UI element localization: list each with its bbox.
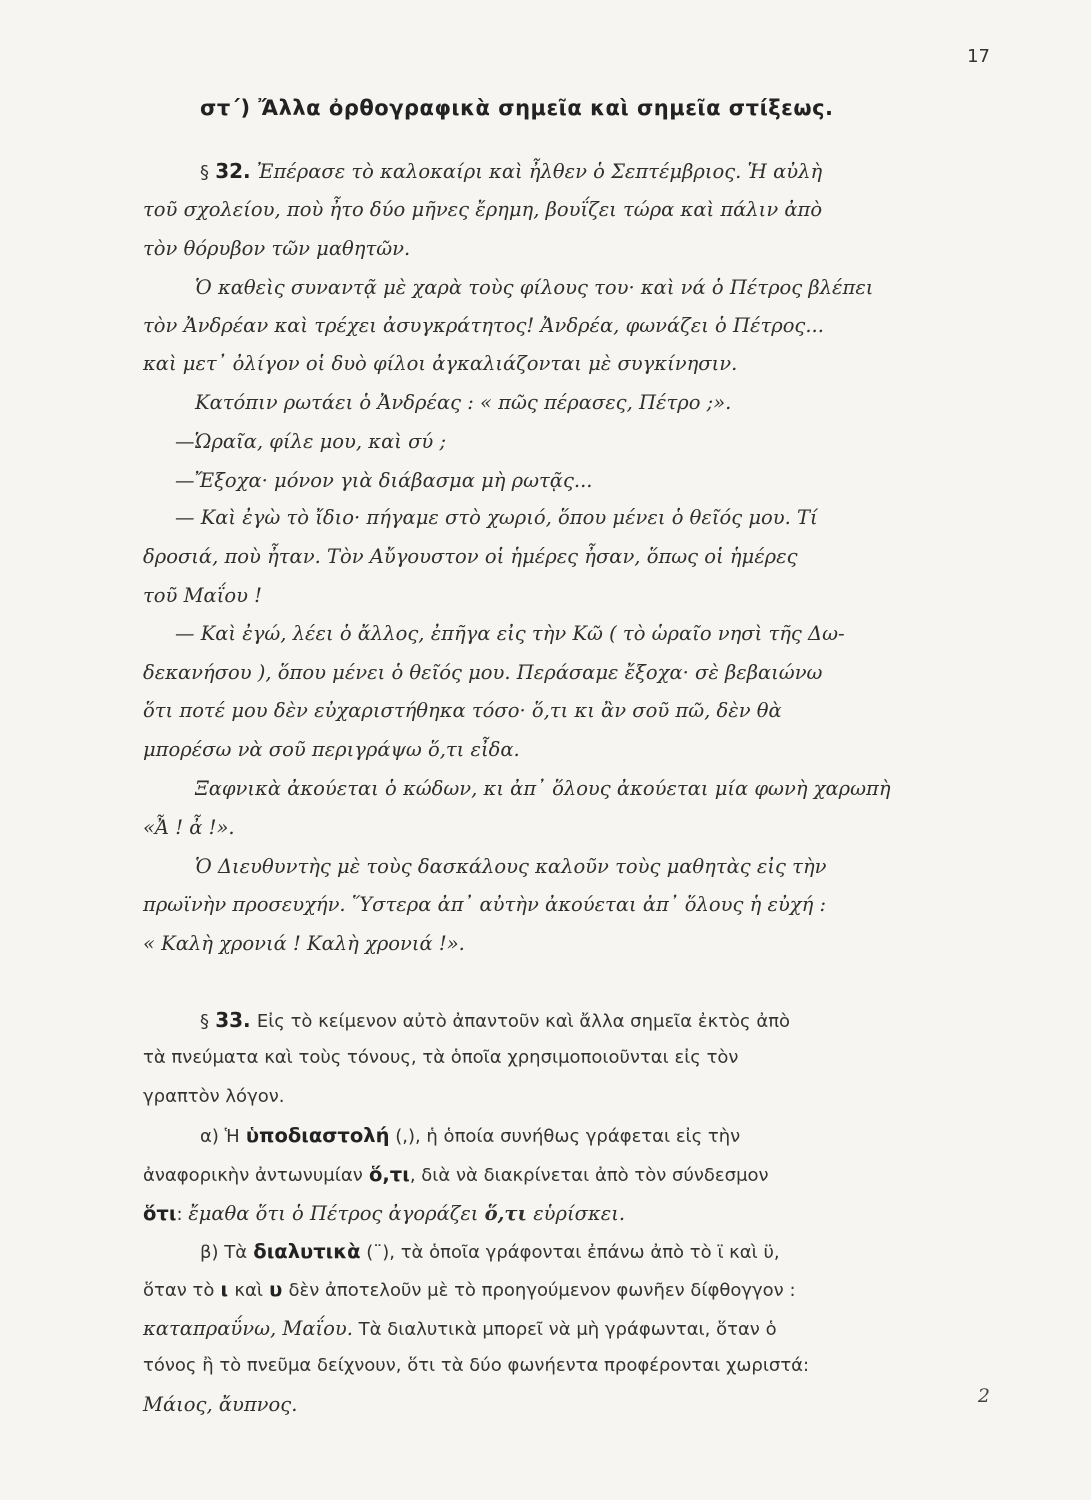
text-line: τὸν θόρυβον τῶν μαθητῶν. — [143, 237, 411, 260]
text-line: τοῦ σχολείου, ποὺ ἦτο δύο μῆνες ἔρημη, βουΐζει τώρα καὶ πάλιν ἀπὸ — [143, 198, 823, 221]
section-number: 32. — [215, 159, 251, 183]
page-number-top: 17 — [967, 46, 990, 67]
text-line: καὶ μετ᾽ ὀλίγον οἱ δυὸ φίλοι ἀγκαλιάζονται μὲ συγκίνησιν. — [143, 352, 738, 375]
item-a-line-3 — [143, 1202, 988, 1225]
text-span: (¨), τὰ ὁποῖα γράφονται ἐπάνω ἀπὸ τὸ ϊ καὶ ϋ, — [360, 1242, 780, 1263]
text-line: δεκανήσου ), ὅπου μένει ὁ θεῖός μου. Περάσαμε ἔξοχα· σὲ βεβαιώνω — [143, 661, 823, 684]
text-line: Ξαφνικὰ ἀκούεται ὁ κώδων, κι ἀπ᾽ ὅλους ἀκούεται μία φωνὴ χαρωπὴ — [195, 777, 891, 800]
example-text: Μάιος, ἄυπνος. — [143, 1393, 298, 1416]
text-line: « Καλὴ χρονιά ! Καλὴ χρονιά !». — [143, 932, 465, 955]
term-dialytika: διαλυτικὰ — [253, 1240, 361, 1263]
text-line: τὸν Ἀνδρέαν καὶ τρέχει ἀσυγκράτητος! Ἀνδρέα, φωνάζει ὁ Πέτρος... — [143, 314, 824, 337]
text-span: : — [176, 1204, 189, 1225]
item-b-line-2 — [143, 1278, 988, 1301]
text-line: —Ἔξοχα· μόνον γιὰ διάβασμα μὴ ρωτᾷς... — [175, 469, 593, 492]
text-span: ὅταν τὸ — [143, 1280, 215, 1301]
term-hoti-conjunction: ὅτι — [143, 1202, 177, 1225]
term-upsilon: υ — [269, 1278, 283, 1301]
example-bold: ὅ,τι — [484, 1202, 527, 1225]
text-span: , διὰ νὰ διακρίνεται ἀπὸ τὸν σύνδεσμον — [409, 1165, 769, 1186]
item-label: α) Ἡ — [200, 1126, 240, 1147]
text-line: Ὁ Διευθυντὴς μὲ τοὺς δασκάλους καλοῦν τοὺς μαθητὰς εἰς τὴν — [195, 855, 827, 878]
text-span: ἀναφορικὴν ἀντωνυμίαν — [143, 1165, 363, 1186]
text-line: Κατόπιν ρωτάει ὁ Ἀνδρέας : « πῶς πέρασες, Πέτρο ;». — [195, 391, 732, 414]
text-line: μπορέσω νὰ σοῦ περιγράψω ὅ,τι εἶδα. — [143, 738, 520, 761]
item-label: β) Τὰ — [200, 1242, 248, 1263]
item-b-line-3 — [143, 1317, 988, 1340]
text-line: —Ὡραῖα, φίλε μου, καὶ σύ ; — [175, 430, 447, 453]
text-span: καὶ — [234, 1280, 263, 1301]
item-a-line-1 — [200, 1124, 1045, 1147]
example-text: καταπραΰνω, Μαΐου. — [143, 1317, 353, 1340]
section-heading: στ΄) Ἄλλα ὀρθογραφικὰ σημεῖα καὶ σημεῖα στίξεως. — [200, 96, 834, 120]
item-b-line-1 — [200, 1240, 1045, 1263]
example-text: εὑρίσκει. — [533, 1202, 626, 1225]
paragraph-text: Ἐπέρασε τὸ καλοκαίρι καὶ ἦλθεν ὁ Σεπτέμβριος. Ἡ αὐλὴ — [256, 160, 823, 183]
text-line: Ὁ καθεὶς συναντᾷ μὲ χαρὰ τοὺς φίλους του· καὶ νά ὁ Πέτρος βλέπει — [195, 276, 874, 299]
item-a-line-2 — [143, 1163, 988, 1186]
example-text: ἔμαθα ὅτι ὁ Πέτρος ἀγοράζει — [188, 1202, 479, 1225]
section-symbol: § — [200, 162, 209, 183]
paragraph-text: Εἰς τὸ κείμενον αὐτὸ ἀπαντοῦν καὶ ἄλλα σημεῖα ἐκτὸς ἀπὸ — [256, 1011, 791, 1032]
text-span: δὲν ἀποτελοῦν μὲ τὸ προηγούμενον φωνῆεν δίφθογγον : — [288, 1280, 796, 1301]
page-number-bottom: 2 — [977, 1385, 990, 1407]
text-span: Τὰ διαλυτικὰ μπορεῖ νὰ μὴ γράφωνται, ὅταν ὁ — [352, 1319, 777, 1340]
term-iota: ι — [220, 1278, 229, 1301]
section-number: 33. — [215, 1008, 251, 1032]
text-line: τὰ πνεύματα καὶ τοὺς τόνους, τὰ ὁποῖα χρησιμοποιοῦνται εἰς τὸν — [143, 1047, 739, 1068]
text-line: τόνος ἢ τὸ πνεῦμα δείχνουν, ὅτι τὰ δύο φωνήεντα προφέρονται χωριστά: — [143, 1355, 810, 1376]
text-line: — Καὶ ἐγώ, λέει ὁ ἄλλος, ἐπῆγα εἰς τὴν Κῶ ( τὸ ὡραῖο νησὶ τῆς Δω- — [175, 622, 845, 645]
section-33-line-1 — [200, 1008, 990, 1032]
section-32-line-1 — [200, 159, 990, 183]
text-line: — Καὶ ἐγὼ τὸ ἴδιο· πήγαμε στὸ χωριό, ὅπου μένει ὁ θεῖός μου. Τί — [175, 506, 818, 529]
term-hoti-pronoun: ὅ,τι — [368, 1163, 410, 1186]
text-line: τοῦ Μαΐου ! — [143, 584, 262, 607]
text-line: γραπτὸν λόγον. — [143, 1086, 285, 1107]
section-symbol: § — [200, 1011, 209, 1032]
text-line: ὅτι ποτέ μου δὲν εὐχαριστήθηκα τόσο· ὅ,τι κι ἂν σοῦ πῶ, δὲν θὰ — [143, 699, 782, 722]
text-line: πρωϊνὴν προσευχήν. Ὕστερα ἀπ᾽ αὐτὴν ἀκούεται ἀπ᾽ ὅλους ἡ εὐχή : — [143, 893, 827, 916]
text-line: δροσιά, ποὺ ἦταν. Τὸν Αὔγουστον οἱ ἡμέρες ἦσαν, ὅπως οἱ ἡμέρες — [143, 545, 798, 568]
text-span: (,), ἡ ὁποία συνήθως γράφεται εἰς τὴν — [389, 1126, 741, 1147]
text-line: «Ἆ ! ἆ !». — [143, 816, 235, 839]
term-hypodiastole: ὑποδιαστολή — [245, 1124, 390, 1147]
